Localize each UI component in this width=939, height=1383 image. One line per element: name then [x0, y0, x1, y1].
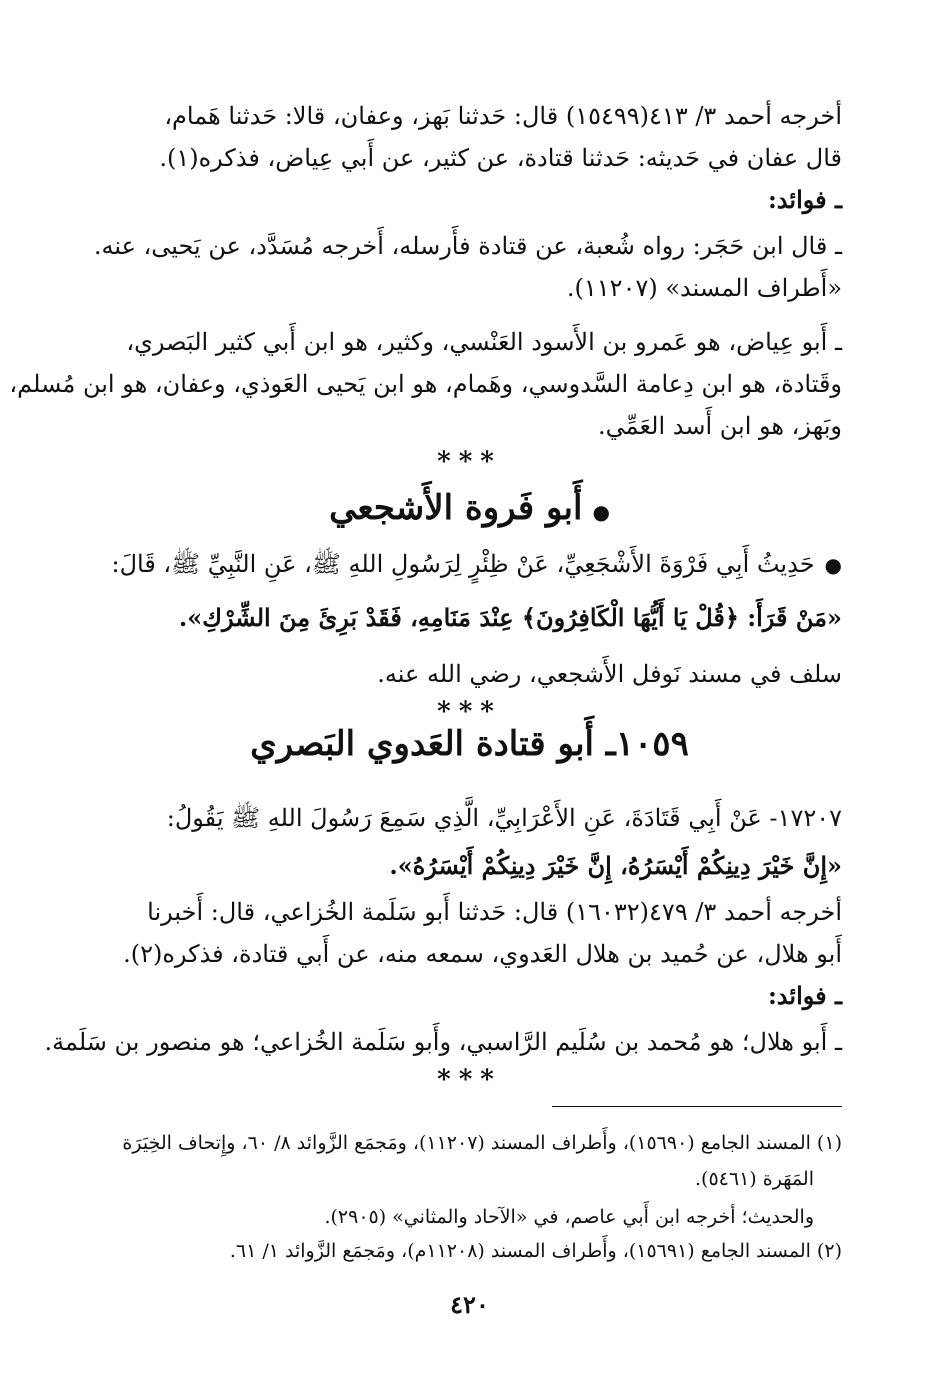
text-line: ـ أَبو هلال؛ هو مُحمد بن سُلَيم الرَّاسبي، وأَبو سَلَمة الخُزاعي؛ هو منصور بن سَلَمة. — [44, 1028, 842, 1056]
section-heading-text: أَبو فَروة الأَشجعي — [329, 488, 583, 528]
fawaid-heading: ـ فوائد: — [767, 981, 842, 1010]
text-line: سلف في مسند نَوفل الأَشجعي، رضي الله عنه. — [377, 660, 842, 688]
hadith-line: «إِنَّ خَيْرَ دِينِكُمْ أَيْسَرُهُ، إِنَّ خَيْرَ دِينِكُمْ أَيْسَرُهُ». — [389, 851, 842, 880]
text-line: وقَتادة، هو ابن دِعامة السَّدوسي، وهَمام، هو ابن يَحيى العَوذي، وعفان، هو ابن مُسلم، — [9, 370, 842, 398]
text-line: أخرجه أحمد ٣/ ٤٧٩(١٦٠٣٢) قال: حَدثنا أَبو سَلَمة الخُزاعي، قال: أَخبرنا — [147, 898, 842, 926]
text-line: أَبو هلال، عن حُميد بن هلال العَدوي، سمعه منه، عن أَبي قتادة، فذكره(٢). — [123, 940, 842, 968]
section-heading: ١٠٥٩ـ أَبو قتادة العَدوي البَصري — [250, 724, 689, 764]
footnote-1-continued: المَهَرة (٥٤٦١). — [695, 1168, 814, 1190]
text-line: ـ قال ابن حَجَر: رواه شُعبة، عن قتادة فأَرسله، أَخرجه مُسَدَّد، عن يَحيى، عنه. — [93, 232, 842, 260]
hadith-line: ١٧٢٠٧- عَنْ أَبِي قَتَادَةَ، عَنِ الأَعْرَابِيِّ، الَّذِي سَمِعَ رَسُولَ اللهِ ﷺ يَقُولُ: — [166, 804, 842, 832]
footnote-divider — [552, 1106, 842, 1107]
hadith-line — [97, 544, 842, 585]
section-heading — [97, 488, 842, 532]
footnote-1-note: والحديث؛ أخرجه ابن أَبي عاصم، في «الآحاد والمثاني» (٢٩٠٥). — [324, 1206, 814, 1228]
separator-stars: *** — [437, 1065, 502, 1095]
text-line: أخرجه أحمد ٣/ ٤١٣(١٥٤٩٩) قال: حَدثنا بَهز، وعفان، قالا: حَدثنا هَمام، — [164, 102, 842, 130]
text-line: قال عفان في حَديثه: حَدثنا قتادة، عن كثير، عن أَبي عِياض، فذكره(١). — [159, 144, 842, 172]
hadith-text: حَدِيثُ أَبِي فَرْوَةَ الأَشْجَعِيِّ، عَنْ ظِئْرٍ لِرَسُولِ اللهِ ﷺ، عَنِ النَّبِيِّ ﷺ، قَالَ: — [111, 550, 815, 578]
footnote-1: (١) المسند الجامع (١٥٦٩٠)، وأَطراف المسند (١١٢٠٧)، ومَجمَع الزَّوائد ٨/ ٦٠، وإِتحاف الخِيَرَة — [122, 1132, 842, 1154]
separator-stars: *** — [437, 697, 502, 727]
text-line: ـ أَبو عِياض، هو عَمرو بن الأَسود العَنْسي، وكثير، هو ابن أَبي كثير البَصري، — [126, 328, 842, 356]
text-line: وبَهز، هو ابن أَسد العَمِّي. — [598, 412, 842, 440]
separator-stars: *** — [437, 447, 502, 477]
fawaid-heading: ـ فوائد: — [767, 185, 842, 214]
text-line: «أَطراف المسند» (١١٢٠٧). — [566, 274, 842, 302]
page-number: ٤٢٠ — [450, 1290, 489, 1319]
footnote-2: (٢) المسند الجامع (١٥٦٩١)، وأَطراف المسند (١١٢٠٨م)، ومَجمَع الزَّوائد ١/ ٦١. — [229, 1240, 842, 1262]
bullet-icon: ● — [824, 553, 842, 577]
hadith-line: «مَنْ قَرَأَ: ﴿قُلْ يَا أَيُّهَا الْكَافِرُونَ﴾ عِنْدَ مَنَامِهِ، فَقَدْ بَرِئَ مِنَ الشِّرْكِ». — [178, 603, 842, 632]
bullet-icon: ● — [592, 500, 610, 524]
